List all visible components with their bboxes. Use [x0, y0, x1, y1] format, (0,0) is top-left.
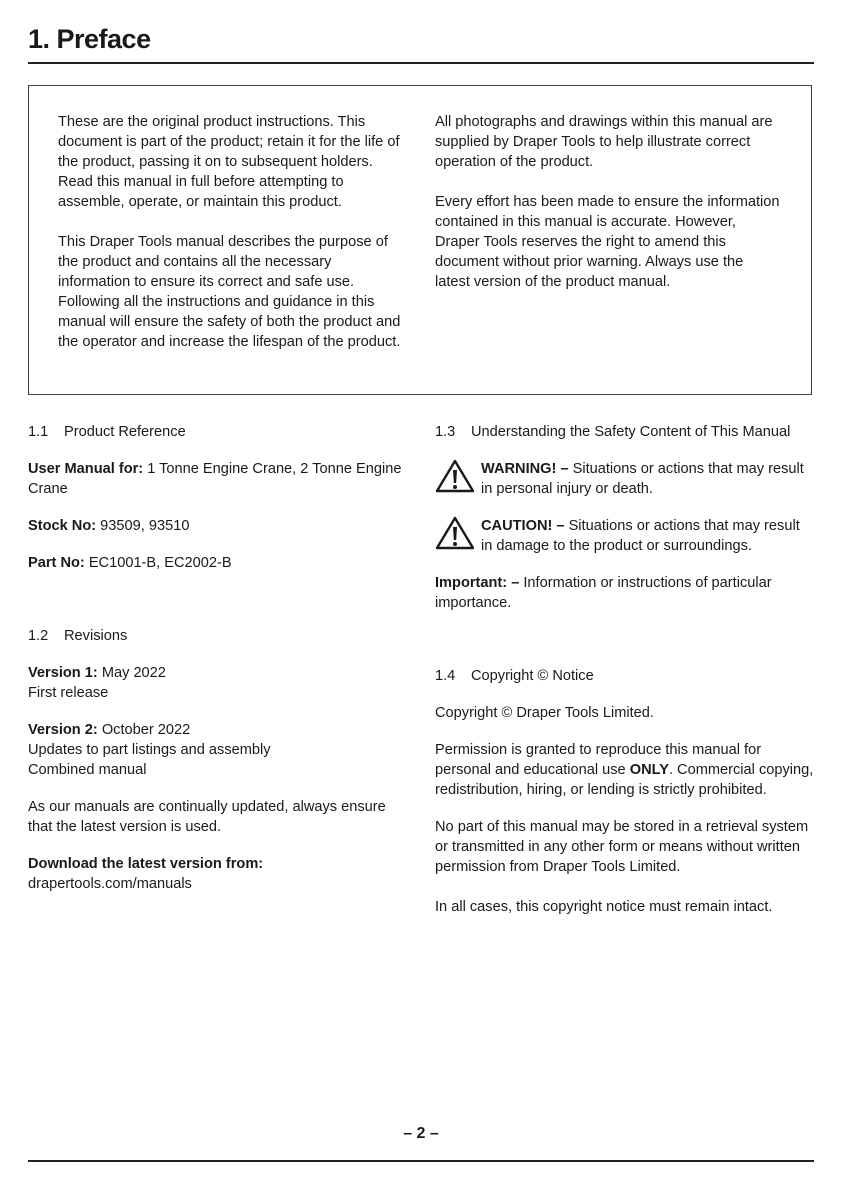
stock-value: 93509, 93510 — [96, 518, 190, 534]
section-heading-safety — [435, 422, 815, 442]
important-description: Information or instructions of particular importance. — [435, 575, 772, 611]
version-2-date: October 2022 — [97, 722, 191, 738]
copyright-line: Copyright © Draper Tools Limited. — [435, 705, 654, 721]
title-divider — [28, 62, 814, 64]
section-number: 1.4 — [435, 668, 456, 684]
user-manual-value: 1 Tonne Engine Crane, 2 Tonne Engine Crane — [28, 461, 402, 497]
revision-version-1 — [28, 663, 414, 703]
caution-description: Situations or actions that may result in damage to the product or surroundings. — [481, 518, 800, 554]
caution-notice — [435, 516, 815, 556]
section-number: 1.3 — [435, 424, 456, 440]
caution-triangle-icon — [435, 516, 475, 550]
storage-restriction: No part of this manual may be stored in a retrieval system or transmitted in any other form or means without written permission from Draper Tools Limited. — [435, 819, 809, 875]
stock-label: Stock No: — [28, 518, 97, 534]
caution-label: CAUTION! – — [481, 518, 565, 534]
caution-text — [481, 516, 815, 556]
download-info — [28, 854, 414, 894]
section-heading-copyright — [435, 666, 815, 686]
part-value: EC1001-B, EC2002-B — [84, 555, 232, 571]
version-1-label: Version 1: — [28, 665, 98, 681]
left-column — [28, 422, 414, 894]
section-title: Product Reference — [64, 424, 186, 440]
right-column — [435, 422, 815, 917]
warning-triangle-icon — [435, 459, 475, 493]
warning-description: Situations or actions that may result in personal injury or death. — [481, 461, 804, 497]
section-title: Revisions — [64, 628, 128, 644]
permission-text — [435, 740, 815, 800]
version-1-date: May 2022 — [97, 665, 166, 681]
user-manual-label: User Manual for: — [28, 461, 144, 477]
footer-divider — [28, 1160, 814, 1162]
version-2-label: Version 2: — [28, 722, 98, 738]
warning-text — [481, 459, 815, 499]
permission-text-start: Permission is granted to reproduce this manual for personal and educational use — [435, 742, 762, 778]
important-notice — [435, 573, 815, 613]
page-title: 1. Preface — [28, 24, 151, 54]
update-note: As our manuals are continually updated, always ensure that the latest version is used. — [28, 799, 386, 835]
revision-version-2 — [28, 720, 414, 780]
warning-notice — [435, 459, 815, 499]
preface-paragraph: Every effort has been made to ensure the information contained in this manual is accurate. However, Draper Tools reserves the right to amend this document without prior warning. Always use the latest version of the product manual. — [435, 194, 780, 290]
version-2-note: Combined manual — [28, 762, 147, 778]
preface-right-column — [435, 112, 781, 312]
preface-paragraph: All photographs and drawings within this manual are supplied by Draper Tools to help illustrate correct operation of the product. — [435, 114, 773, 170]
part-label: Part No: — [28, 555, 85, 571]
section-number: 1.1 — [28, 424, 49, 440]
preface-left-column — [58, 112, 404, 372]
preface-box — [28, 85, 812, 395]
preface-paragraph: This Draper Tools manual describes the purpose of the product and contains all the necessary information to ensure its correct and safe use. Following all the instructions and guidance in this manual will ensure the safety of both the product and the operator and increase the lifespan of the product. — [58, 234, 401, 350]
version-1-note: First release — [28, 685, 109, 701]
section-title: Understanding the Safety Content of This Manual — [471, 424, 791, 440]
download-url: drapertools.com/manuals — [28, 876, 192, 892]
preface-paragraph: These are the original product instructions. This document is part of the product; retain it for the life of the product, passing it on to subsequent holders. Read this manual in full before attempting to assemble, operate, or maintain this product. — [58, 114, 400, 210]
section-heading-revisions — [28, 626, 414, 646]
version-2-note: Updates to part listings and assembly — [28, 742, 271, 758]
stock-number — [28, 516, 414, 536]
section-title: Copyright © Notice — [471, 668, 594, 684]
page-number: – 2 – — [403, 1125, 439, 1142]
permission-text-end: . Commercial copying, redistribution, hiring, or lending is strictly prohibited. — [435, 762, 814, 798]
user-manual-for — [28, 459, 414, 499]
section-heading-product-reference — [28, 422, 414, 442]
part-number — [28, 553, 414, 573]
important-label: Important: – — [435, 575, 520, 591]
permission-only: ONLY — [629, 762, 669, 778]
notice-intact: In all cases, this copyright notice must remain intact. — [435, 899, 773, 915]
warning-label: WARNING! – — [481, 461, 569, 477]
section-number: 1.2 — [28, 628, 49, 644]
download-label: Download the latest version from: — [28, 856, 264, 872]
